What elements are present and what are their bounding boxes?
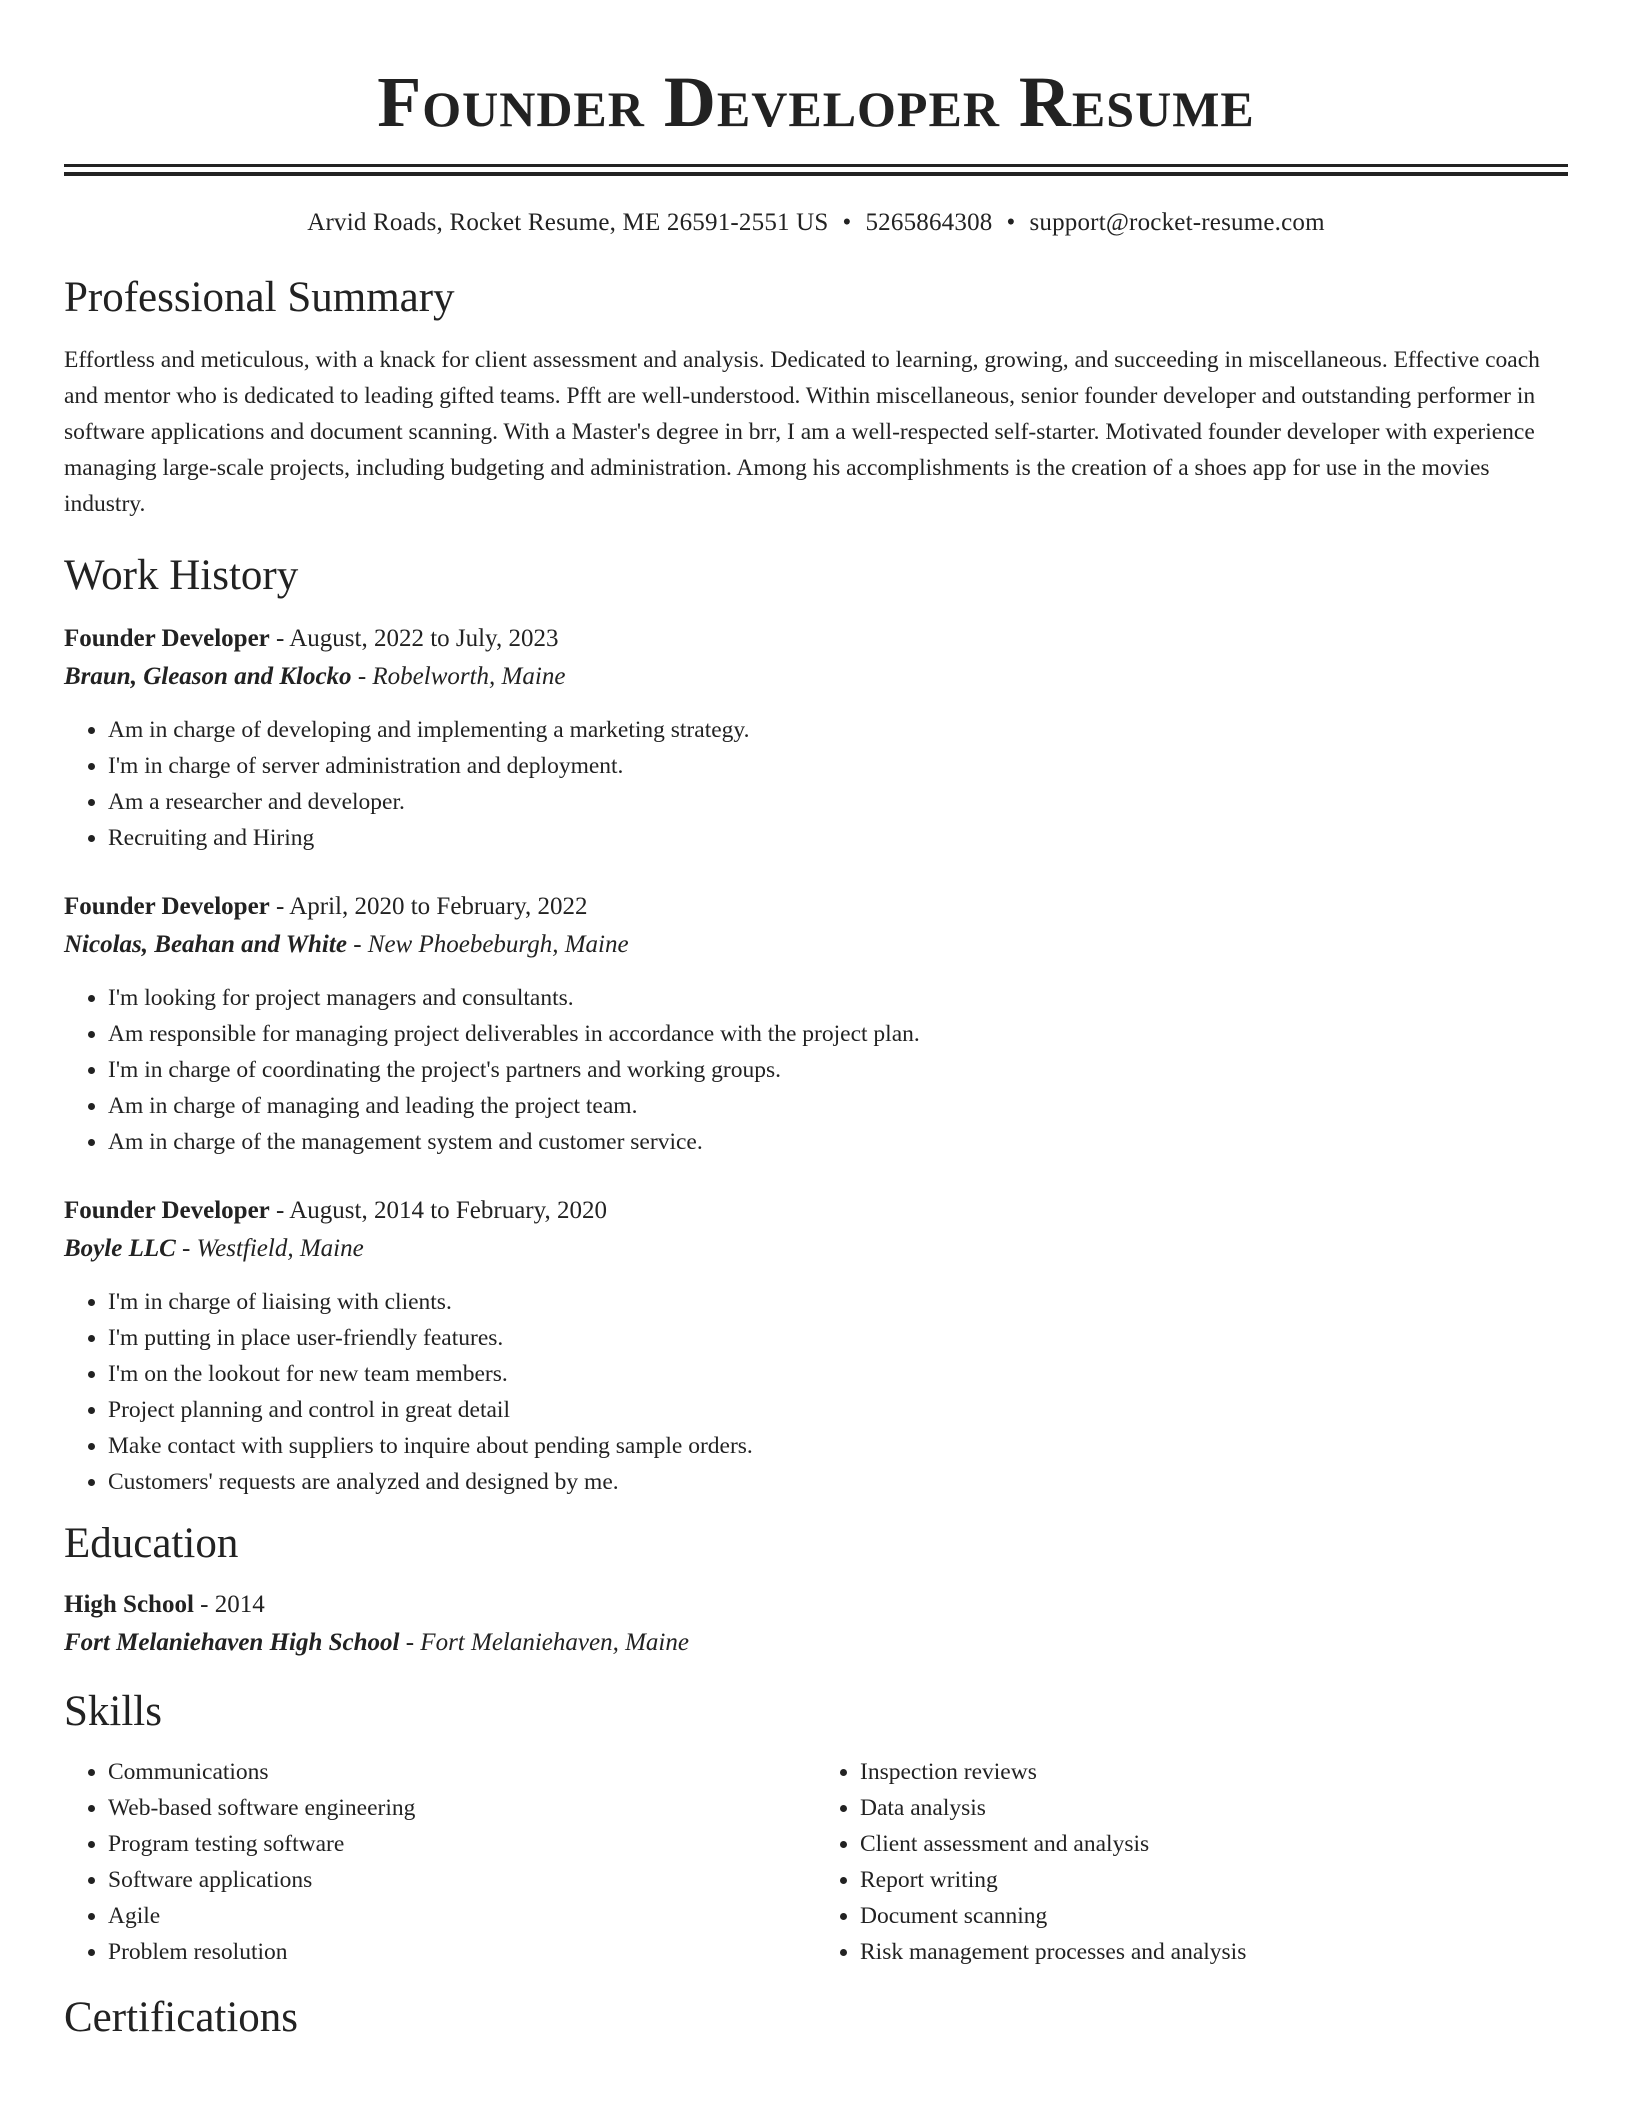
title-double-rule [64,164,1568,176]
job-bullet: • Am in charge of developing and implementing a marketing strategy. [108,712,1568,748]
education-year: - 2014 [193,1591,265,1618]
job-bullet: • I'm putting in place user-friendly features. [108,1320,1568,1356]
skill-item: • Problem resolution [108,1934,816,1970]
skill-item: • Client assessment and analysis [860,1826,1568,1862]
contact-separator: • [1006,209,1016,236]
job-location: - New Phoebeburgh, Maine [346,931,629,958]
skill-item: • Program testing software [108,1826,816,1862]
skill-item: • Document scanning [860,1898,1568,1934]
job-bullets [64,980,1568,1160]
job-employer [64,928,1568,962]
section-heading-education: Education [64,1520,239,1567]
skill-item: • Web-based software engineering [108,1790,816,1826]
job-heading [64,1194,1568,1228]
education-degree: High School [64,1591,194,1618]
contact-email: support@rocket-resume.com [1029,209,1325,236]
education-institution [64,1626,1568,1660]
contact-separator: • [842,209,852,236]
job-bullet: • Make contact with suppliers to inquire about pending sample orders. [108,1428,1568,1464]
job-dates: - August, 2014 to February, 2020 [269,1197,608,1224]
skills-list-left [64,1754,816,1970]
job-employer [64,660,1568,694]
skills-columns [64,1754,1568,1970]
education-heading [64,1588,1568,1622]
job-title: Founder Developer [64,625,270,652]
section-heading-summary: Professional Summary [64,274,455,321]
section-heading-work: Work History [64,552,299,599]
education-location: - Fort Melaniehaven, Maine [399,1629,689,1656]
section-heading-certifications: Certifications [64,1994,299,2041]
job-entry [64,622,1568,856]
skill-item: • Data analysis [860,1790,1568,1826]
job-company: Nicolas, Beahan and White [64,931,347,958]
job-bullets [64,1284,1568,1500]
job-bullet: • I'm in charge of server administration and deployment. [108,748,1568,784]
resume-title: Founder Developer Resume [377,62,1255,142]
skill-item: • Communications [108,1754,816,1790]
job-location: - Robelworth, Maine [351,663,566,690]
job-location: - Westfield, Maine [175,1235,364,1262]
job-entry [64,1194,1568,1500]
education-entry [64,1588,1568,1660]
job-title: Founder Developer [64,893,270,920]
skill-item: • Report writing [860,1862,1568,1898]
contact-address: Arvid Roads, Rocket Resume, ME 26591-2551 US [307,209,829,236]
job-heading [64,622,1568,656]
job-bullet: • Am in charge of the management system and customer service. [108,1124,1568,1160]
skill-item: • Software applications [108,1862,816,1898]
job-entry [64,890,1568,1160]
job-bullet: • I'm in charge of liaising with clients. [108,1284,1568,1320]
skill-item: • Agile [108,1898,816,1934]
job-title: Founder Developer [64,1197,270,1224]
section-heading-skills: Skills [64,1688,162,1735]
job-company: Braun, Gleason and Klocko [64,663,352,690]
summary-text: Effortless and meticulous, with a knack for client assessment and analysis. Dedicated to learning, growing, and succeeding in miscellaneous. Effective coach and mentor who is dedicated to leading gifted teams. Pfft are well-understood. Within miscellaneous, senior founder developer and outstanding performer in software applications and document scanning. With a Master's degree in brr, I am a well-respected self-starter. Motivated founder developer with experience managing large-scale projects, including budgeting and administration. Among his accomplishments is the creation of a shoes app for use in the movies industry. [64,347,1540,517]
job-bullet: • I'm looking for project managers and consultants. [108,980,1568,1016]
job-bullet: • Customers' requests are analyzed and designed by me. [108,1464,1568,1500]
job-bullet: • I'm on the lookout for new team members. [108,1356,1568,1392]
job-bullet: • Project planning and control in great detail [108,1392,1568,1428]
job-bullet: • I'm in charge of coordinating the project's partners and working groups. [108,1052,1568,1088]
job-company: Boyle LLC [64,1235,176,1262]
job-bullet: • Recruiting and Hiring [108,820,1568,856]
job-bullet: • Am a researcher and developer. [108,784,1568,820]
job-employer [64,1232,1568,1266]
skill-item: • Risk management processes and analysis [860,1934,1568,1970]
job-bullet: • Am in charge of managing and leading the project team. [108,1088,1568,1124]
education-school: Fort Melaniehaven High School [64,1629,400,1656]
job-dates: - April, 2020 to February, 2022 [269,893,588,920]
contact-phone: 5265864308 [865,209,993,236]
skill-item: • Inspection reviews [860,1754,1568,1790]
job-bullets [64,712,1568,856]
contact-line [64,206,1568,240]
job-dates: - August, 2022 to July, 2023 [269,625,559,652]
job-heading [64,890,1568,924]
skills-list-right [816,1754,1568,1970]
job-bullet: • Am responsible for managing project deliverables in accordance with the project plan. [108,1016,1568,1052]
